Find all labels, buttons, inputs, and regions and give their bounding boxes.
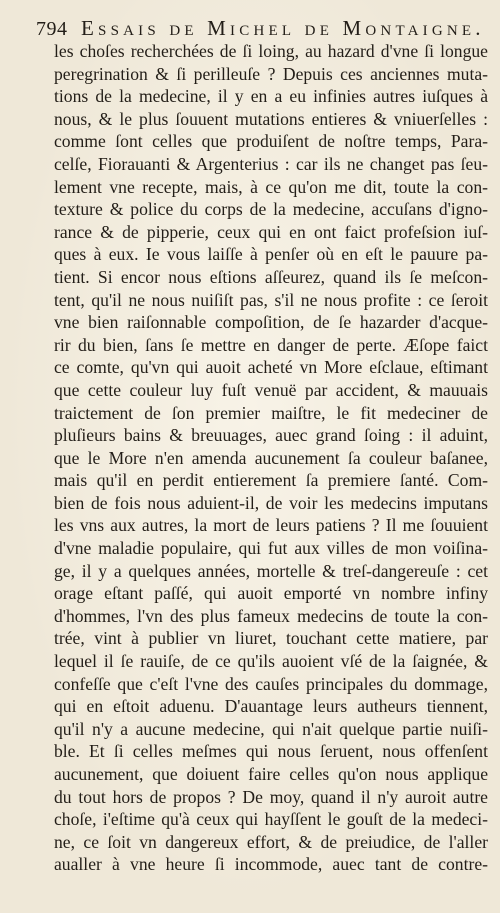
- text-line: pluſieurs bains & breuuages, auec grand ſoing : il aduint,: [54, 425, 488, 446]
- text-line: vne bien raiſonnable compoſition, de ſe hazarder d'acque-: [54, 312, 488, 333]
- text-line: nous, & le plus ſouuent mutations entieres & vniuerſelles :: [54, 108, 488, 129]
- text-line: tent, qu'il ne nous nuiſiſt pas, s'il ne nous profite : ce ſeroit: [54, 289, 488, 310]
- text-line: d'vne maladie populaire, qui fut aux villes de mon voiſina-: [54, 538, 488, 559]
- text-line: peregrination & ſi perilleuſe ? Depuis ces anciennes muta-: [54, 63, 488, 84]
- text-line: lequel il ſe rauiſe, de ce qu'ils auoient vſé de la ſaignée, &: [54, 651, 488, 672]
- text-line: confeſſe que c'eſt l'vne des cauſes principales du dommage,: [54, 673, 488, 694]
- text-line: ge, il y a quelques années, mortelle & treſ-dangereuſe : cet: [54, 560, 488, 581]
- text-line: texture & police du corps de la medecine, accuſans d'igno-: [54, 199, 488, 220]
- text-line: d'hommes, l'vn des plus fameux medecins de toute la con-: [54, 605, 488, 626]
- text-line: ques à eux. Ie vous laiſſe à penſer où en eſt le pauure pa-: [54, 244, 488, 265]
- body-text: [54, 40, 488, 876]
- text-line: rir du bien, ſans ſe mettre en danger de perte. Æſope faict: [54, 334, 488, 355]
- text-line: les choſes recherchées de ſi loing, au hazard d'vne ſi longue: [54, 41, 488, 61]
- text-line: orage eſtant paſſé, qui auoit emporté vn nombre infiny: [54, 583, 488, 604]
- text-line: qui en eſtoit aduenu. D'auantage leurs autheurs tiennent,: [54, 696, 488, 717]
- text-line: celſe, Fiorauanti & Argenterius : car ils ne changet pas ſeu-: [54, 153, 488, 174]
- text-line: aucunement, que doiuent faire celles qu'on nous applique: [54, 764, 488, 784]
- text-line: tions de la medecine, il y en a eu infinies autres iuſques à: [54, 86, 488, 107]
- text-line: bien de fois nous aduient-il, de voir les medecins imputans: [54, 492, 488, 513]
- text-line: ble. Et ſi celles meſmes qui nous ſeruent, nous offenſent: [54, 741, 488, 762]
- text-line: lement vne recepte, mais, à ce qu'on me dit, toute la con-: [54, 176, 488, 197]
- page-number: 794: [36, 18, 68, 40]
- text-line: du tout hors de propos ? De moy, quand il n'y auroit autre: [54, 786, 488, 807]
- text-line: traictement de ſon premier maiſtre, le fit medeciner de: [54, 402, 488, 423]
- text-line: qu'il n'y a aucune medecine, qui n'ait quelque partie nuiſi-: [54, 718, 488, 739]
- text-line: choſe, i'eſtime qu'à ceux qui hayſſent le gouſt de la medeci-: [54, 809, 488, 830]
- text-line: trée, vint à publier vn liuret, touchant cette matiere, par: [54, 628, 488, 649]
- text-line: tient. Si encor nous eſtions aſſeurez, quand ils ſe meſcon-: [54, 266, 488, 287]
- text-line: que cette couleur luy fuſt venuë par accident, & mauuais: [54, 379, 488, 400]
- text-line: aualler à vne heure ſi incommode, auec tant de contre-: [54, 854, 488, 875]
- text-line: comme ſont celles que produiſent de noſtre temps, Para-: [54, 131, 488, 152]
- text-line: rance & de pipperie, ceux qui en ont faict profeſsion iuſ-: [54, 221, 488, 242]
- text-line: que le More n'en amenda aucunement ſa couleur baſanee,: [54, 447, 488, 468]
- running-title: Essais de Michel de Montaigne.: [81, 16, 485, 40]
- text-line: ne, ce ſoit vn dangereux effort, & de preiudice, de l'aller: [54, 831, 488, 852]
- text-line: mais qu'il en perdit entierement ſa premiere ſanté. Com-: [54, 470, 488, 491]
- text-line: ce comte, qu'vn qui auoit acheté vn More eſclaue, eſtimant: [54, 357, 488, 378]
- text-line: les vns aux autres, la mort de leurs patiens ? Il me ſouuient: [54, 515, 488, 536]
